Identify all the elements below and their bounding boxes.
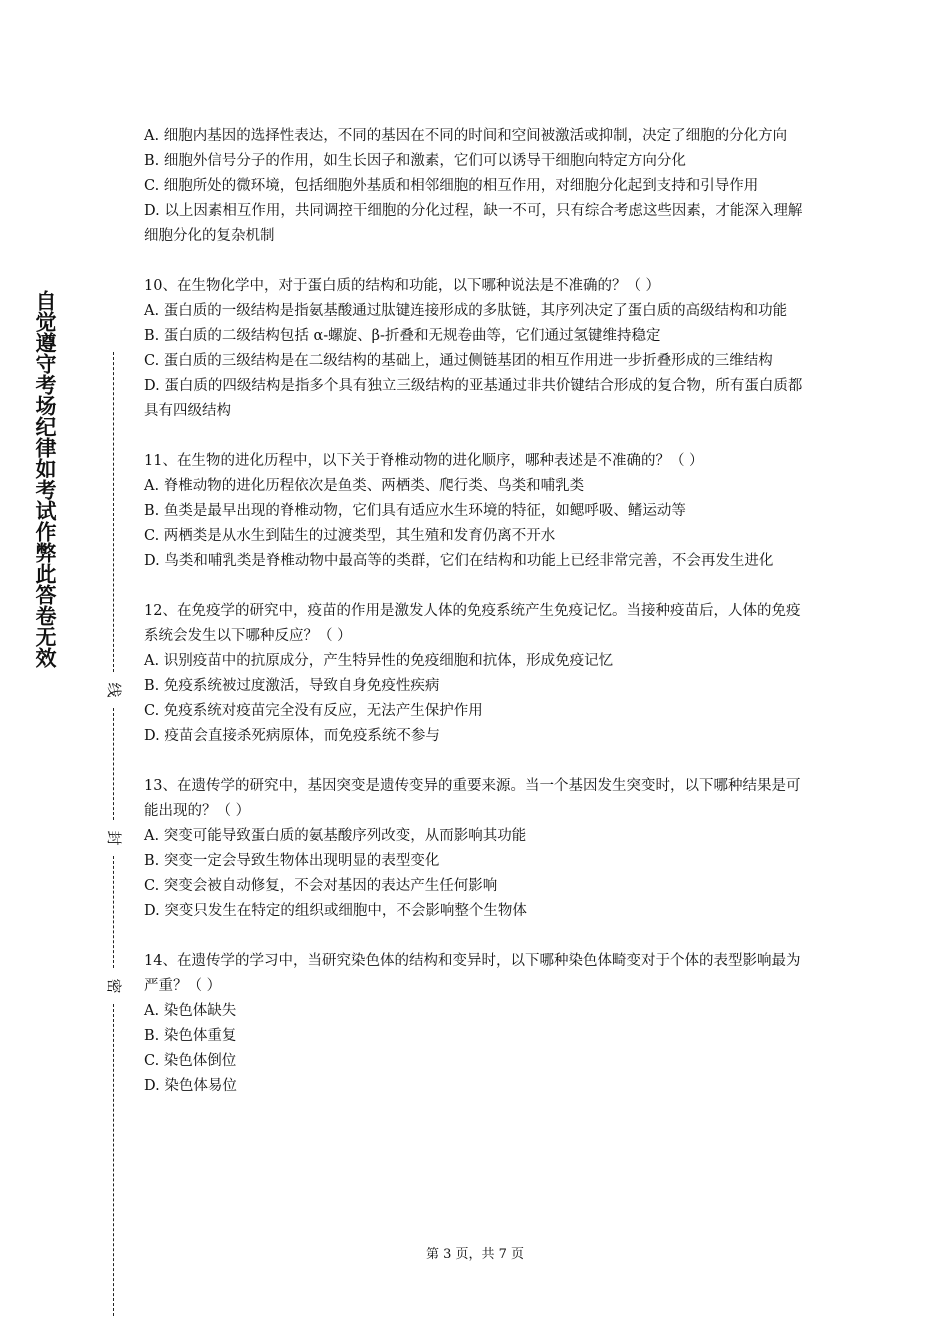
question-12	[144, 599, 812, 749]
binding-dash-line	[113, 708, 114, 820]
question-stem: 10、在生物化学中，对于蛋白质的结构和功能，以下哪种说法是不准确的？（ ）	[144, 278, 661, 294]
question-9-continued	[144, 124, 812, 249]
option-c: C. 蛋白质的三级结构是在二级结构的基础上，通过侧链基团的相互作用进一步折叠形成的三维结构	[144, 353, 773, 369]
question-14	[144, 949, 812, 1099]
question-stem: 12、在免疫学的研究中，疫苗的作用是激发人体的免疫系统产生免疫记忆。当接种疫苗后，人体的免疫系统会发生以下哪种反应？（ ）	[144, 603, 801, 644]
option-b: B. 免疫系统被过度激活，导致自身免疫性疾病	[144, 678, 440, 694]
option-b: B. 蛋白质的二级结构包括 α-螺旋、β-折叠和无规卷曲等，它们通过氢键维持稳定	[144, 328, 661, 344]
option-c: C. 突变会被自动修复，不会对基因的表达产生任何影响	[144, 878, 498, 894]
option-a: A. 突变可能导致蛋白质的氨基酸序列改变，从而影响其功能	[144, 828, 527, 844]
binding-label-line: 线	[105, 682, 123, 698]
question-stem: 14、在遗传学的学习中，当研究染色体的结构和变异时，以下哪种染色体畸变对于个体的表型影响最为严重？（ ）	[144, 953, 801, 994]
binding-dash-line	[113, 352, 114, 672]
option-d: D. 疫苗会直接杀死病原体，而免疫系统不参与	[144, 728, 440, 744]
question-stem: 13、在遗传学的研究中，基因突变是遗传变异的重要来源。当一个基因发生突变时，以下哪种结果是可能出现的？（ ）	[144, 778, 801, 819]
binding-label-seal: 封	[105, 830, 123, 846]
option-c: C. 细胞所处的微环境，包括细胞外基质和相邻细胞的相互作用，对细胞分化起到支持和引导作用	[144, 178, 759, 194]
option-d: D. 以上因素相互作用，共同调控干细胞的分化过程，缺一不可，只有综合考虑这些因素，才能深入理解细胞分化的复杂机制	[144, 203, 803, 244]
question-13	[144, 774, 812, 924]
option-a: A. 脊椎动物的进化历程依次是鱼类、两栖类、爬行类、鸟类和哺乳类	[144, 478, 585, 494]
question-list	[144, 124, 812, 1099]
option-a: A. 蛋白质的一级结构是指氨基酸通过肽键连接形成的多肽链，其序列决定了蛋白质的高级结构和功能	[144, 303, 788, 319]
option-d: D. 鸟类和哺乳类是脊椎动物中最高等的类群，它们在结构和功能上已经非常完善，不会再发生进化	[144, 553, 774, 569]
option-b: B. 染色体重复	[144, 1028, 237, 1044]
question-10	[144, 274, 812, 424]
option-a: A. 染色体缺失	[144, 1003, 237, 1019]
option-c: C. 免疫系统对疫苗完全没有反应，无法产生保护作用	[144, 703, 483, 719]
binding-dash-line	[113, 1004, 114, 1316]
option-b: B. 突变一定会导致生物体出现明显的表型变化	[144, 853, 440, 869]
option-d: D. 突变只发生在特定的组织或细胞中，不会影响整个生物体	[144, 903, 527, 919]
option-d: D. 蛋白质的四级结构是指多个具有独立三级结构的亚基通过非共价键结合形成的复合物，所有蛋白质都具有四级结构	[144, 378, 803, 419]
binding-dash-line	[113, 856, 114, 968]
question-11	[144, 449, 812, 574]
option-d: D. 染色体易位	[144, 1078, 237, 1094]
exam-discipline-notice: 自觉遵守考场纪律如考试作弊此答卷无效	[33, 290, 57, 668]
option-a: A. 识别疫苗中的抗原成分，产生特异性的免疫细胞和抗体，形成免疫记忆	[144, 653, 614, 669]
question-stem: 11、在生物的进化历程中，以下关于脊椎动物的进化顺序，哪种表述是不准确的？（ ）	[144, 453, 704, 469]
option-b: B. 鱼类是最早出现的脊椎动物，它们具有适应水生环境的特征，如鳃呼吸、鳍运动等	[144, 503, 686, 519]
binding-label-secret: 密	[105, 978, 123, 994]
option-c: C. 染色体倒位	[144, 1053, 237, 1069]
option-a: A. 细胞内基因的选择性表达，不同的基因在不同的时间和空间被激活或抑制，决定了细胞的分化方向	[144, 128, 788, 144]
option-c: C. 两栖类是从水生到陆生的过渡类型，其生殖和发育仍离不开水	[144, 528, 556, 544]
page-number: 第 3 页，共 7 页	[425, 1247, 525, 1262]
option-b: B. 细胞外信号分子的作用，如生长因子和激素，它们可以诱导干细胞向特定方向分化	[144, 153, 686, 169]
